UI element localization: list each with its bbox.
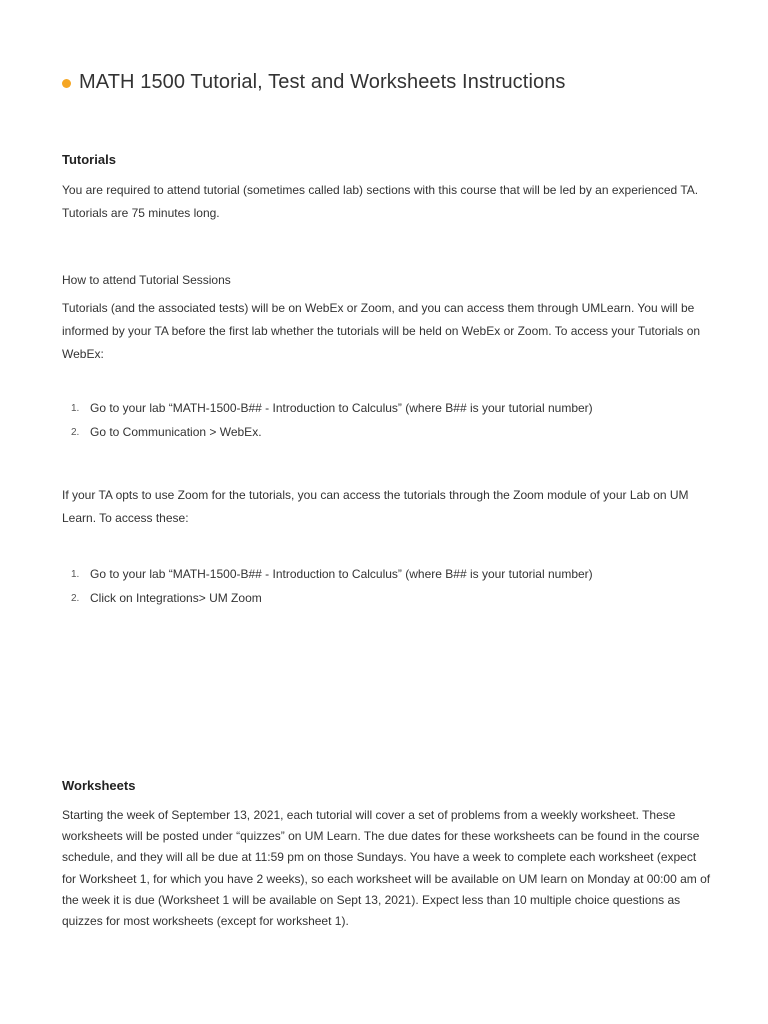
list-number: 2. <box>71 427 80 438</box>
list-number: 1. <box>71 569 80 580</box>
webex-paragraph: Tutorials (and the associated tests) will be on WebEx or Zoom, and you can access them through UMLearn. You will be informed by your TA before the first lab whether the tutorials will be held on WebEx or Zoom. To access your Tutorials on WebEx: <box>62 301 701 361</box>
list-item <box>62 563 702 587</box>
page-title: MATH 1500 Tutorial, Test and Worksheets Instructions <box>79 71 566 93</box>
tutorials-intro: You are required to attend tutorial (sometimes called lab) sections with this course that will be led by an experienced TA. Tutorials are 75 minutes long. <box>62 183 699 220</box>
list-item-text: Go to your lab “MATH-1500-B## - Introduction to Calculus” (where B## is your tutorial number) <box>90 401 593 415</box>
worksheets-heading: Worksheets <box>62 778 136 793</box>
list-item-text: Go to your lab “MATH-1500-B## - Introduction to Calculus” (where B## is your tutorial number) <box>90 567 593 581</box>
title-row <box>62 71 566 94</box>
bullet-dot-icon <box>62 79 71 88</box>
list-item-text: Click on Integrations> UM Zoom <box>90 591 262 605</box>
list-item <box>62 421 702 445</box>
webex-steps-list <box>62 397 702 445</box>
zoom-steps-list <box>62 563 702 611</box>
list-number: 2. <box>71 593 80 604</box>
how-to-attend-heading: How to attend Tutorial Sessions <box>62 273 231 287</box>
worksheets-paragraph: Starting the week of September 13, 2021, each tutorial will cover a set of problems from a weekly worksheet. These worksheets will be posted under “quizzes” on UM Learn. The due dates for these worksheets can be found in the course schedule, and they will all be due at 11:59 pm on those Sundays. You have a week to complete each worksheet (expect for Worksheet 1, for which you have 2 weeks), so each worksheet will be available on UM learn on Monday at 00:00 am of the week it is due (Worksheet 1 will be available on Sept 13, 2021). Expect less than 10 multiple choice questions as quizzes for most worksheets (except for worksheet 1). <box>62 808 711 929</box>
list-item-text: Go to Communication > WebEx. <box>90 425 262 439</box>
zoom-paragraph: If your TA opts to use Zoom for the tutorials, you can access the tutorials through the Zoom module of your Lab on UM Learn. To access these: <box>62 488 689 525</box>
tutorials-heading: Tutorials <box>62 152 116 167</box>
list-item <box>62 397 702 421</box>
list-item <box>62 587 702 611</box>
list-number: 1. <box>71 403 80 414</box>
